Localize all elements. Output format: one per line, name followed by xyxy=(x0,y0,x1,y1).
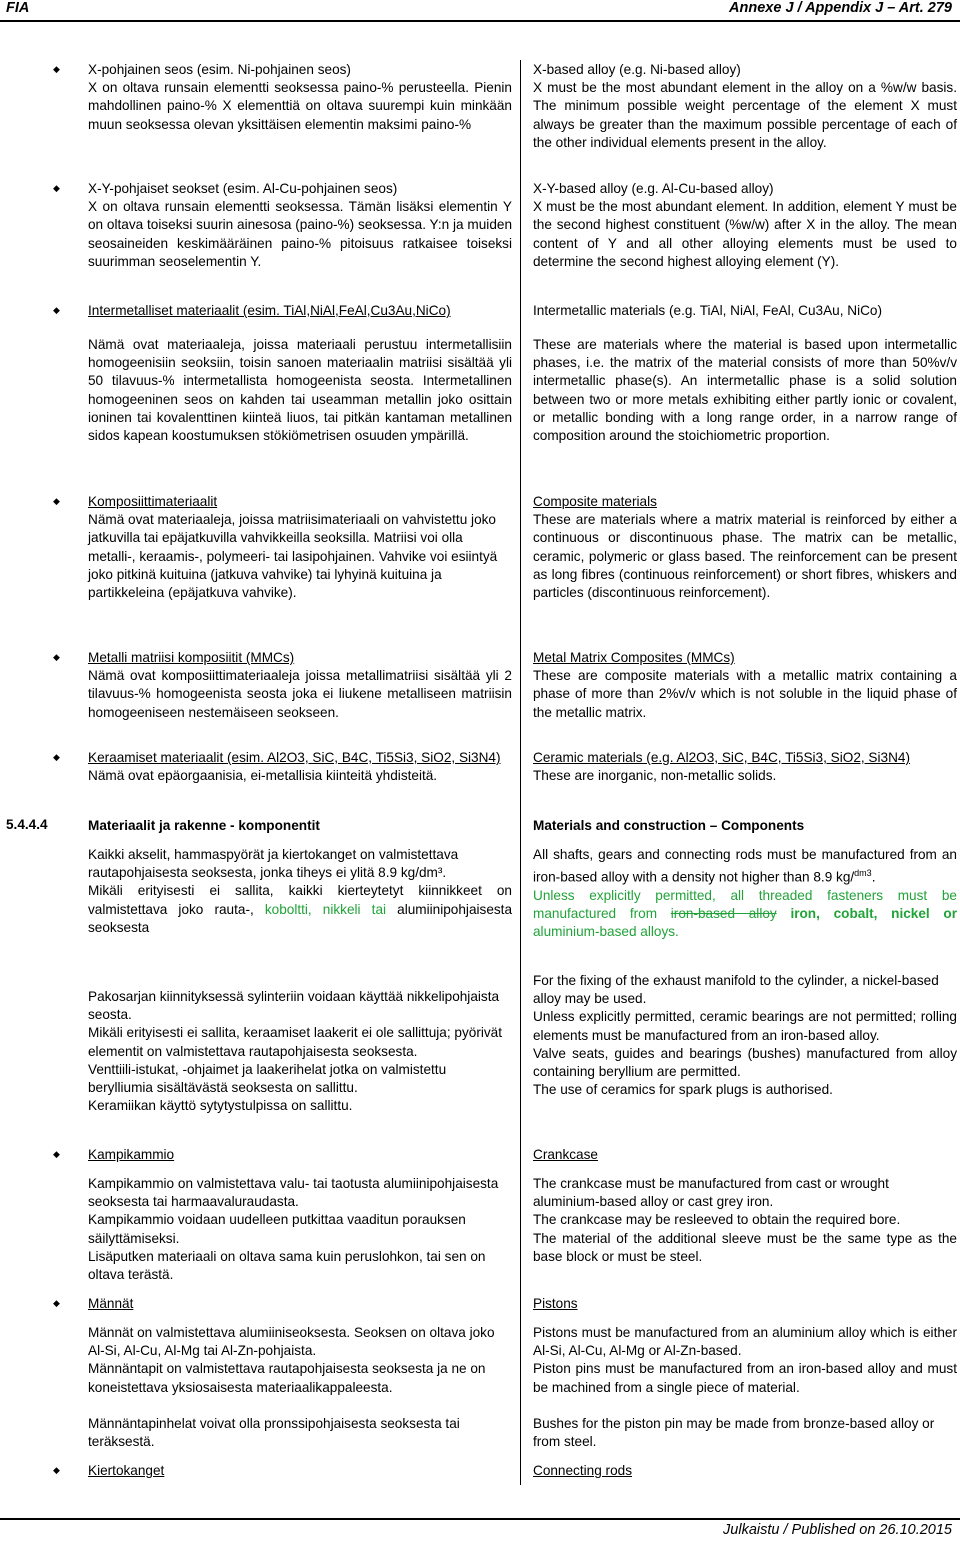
en-p1b: . xyxy=(871,869,876,885)
en-mmc-block xyxy=(533,649,957,722)
fi-mmc-text: Nämä ovat komposiittimateriaaleja joissa metallimatriisi sisältää yli 2 tilavuus-% homogeenista seosta joka ei liukene metalliseen matriisin homogeeniseen nestemäiseen seokseen. xyxy=(88,668,512,720)
en-crank-title-block xyxy=(533,1146,957,1164)
fi-p6: Keramiikan käyttö sytytystulpissa on sallittu. xyxy=(88,1098,353,1114)
fi-xy-block xyxy=(88,180,512,271)
en-comp-title: Composite materials xyxy=(533,494,657,509)
en-xbased-title: X-based alloy (e.g. Ni-based alloy) xyxy=(533,62,741,77)
fi-crank-text2: Kampikammio voidaan uudelleen putkittaa vaaditun porauksen säilyttämiseksi. xyxy=(88,1212,466,1246)
en-xbased-block xyxy=(533,61,957,152)
fi-crank-text3: Lisäputken materiaali on oltava sama kuin peruslohkon, tai sen on oltava terästä. xyxy=(88,1248,486,1283)
en-p4: Unless explicitly permitted, ceramic bearings are not permitted; rolling elements must be manufactured from an iron-based alloy. xyxy=(533,1009,957,1043)
en-section-title: Materials and construction – Components xyxy=(533,818,805,833)
section-number: 5.4.4.4 xyxy=(6,817,48,832)
bullet-icon: ◆ xyxy=(53,752,60,762)
en-crank-title: Crankcase xyxy=(533,1147,598,1162)
fi-exhaust-block xyxy=(88,988,512,1115)
fi-comp-text: Nämä ovat materiaaleja, joissa matriisimateriaali on vahvistettu joko jatkuvilla tai epäjatkuvilla vahvikkeilla seoksilla. Matriisi voi olla metalli-, keraamis-, polymeeri- tai lasipohjainen. Vahvike voi esiintyä joko pitkinä kuituina (jatkuva vahvike) tai lyhyinä kuituina ja partikkeleina (epäjatkuva vahvike). xyxy=(88,512,498,601)
en-mmc-text: These are composite materials with a metallic matrix containing a phase of more than 2%v/v which is not soluble in the liquid phase of the metallic matrix. xyxy=(533,668,957,720)
en-rods-title-block xyxy=(533,1462,957,1480)
en-components-block xyxy=(533,846,957,942)
en-crank-text1: The crankcase must be manufactured from cast or wrought aluminium-based alloy or cast grey iron. xyxy=(533,1176,889,1210)
fi-pist-text2: Männäntapit on valmistettava rautapohjaisesta seoksesta ja ne on koneistettava yksiosaisesta materiaalikappaleesta. xyxy=(88,1361,486,1395)
en-exhaust-block xyxy=(533,972,957,1099)
en-crank-text2: The crankcase may be resleeved to obtain the required bore. xyxy=(533,1212,901,1228)
fi-crank-title: Kampikammio xyxy=(88,1147,175,1162)
fi-xy-title: X-Y-pohjaiset seokset (esim. Al-Cu-pohjainen seos) xyxy=(88,181,398,196)
column-divider xyxy=(520,60,521,1485)
fi-inter-title-block xyxy=(88,302,512,320)
fi-p2b: koboltti, nikkeli tai xyxy=(264,901,387,917)
en-p6: The use of ceramics for spark plugs is authorised. xyxy=(533,1082,833,1098)
footer-published: Julkaistu / Published on 26.10.2015 xyxy=(723,1522,952,1538)
bullet-icon: ◆ xyxy=(53,652,60,662)
en-pist-title: Pistons xyxy=(533,1296,578,1311)
en-p2c: aluminium-based alloys. xyxy=(533,924,679,940)
en-rods-title: Connecting rods xyxy=(533,1463,632,1478)
bullet-icon: ◆ xyxy=(53,64,60,74)
fi-xbased-title: X-pohjainen seos (esim. Ni-pohjainen seos) xyxy=(88,62,351,77)
fi-cer-text: Nämä ovat epäorgaanisia, ei-metallisia kiinteitä yhdisteitä. xyxy=(88,768,438,784)
en-xy-block xyxy=(533,180,957,271)
en-comp-block xyxy=(533,493,957,602)
en-pist-block xyxy=(533,1324,957,1397)
fi-xbased-text: X on oltava runsain elementti seoksessa paino-% perusteella. Pienin mahdollinen paino-% X elementtiä on oltava suurempi kuin minkään muun seoksessa olevan yksittäisen elementin maksimi paino-% xyxy=(88,80,512,132)
en-xy-title: X-Y-based alloy (e.g. Al-Cu-based alloy) xyxy=(533,181,774,196)
bullet-icon: ◆ xyxy=(53,1149,60,1159)
en-p3: For the fixing of the exhaust manifold to the cylinder, a nickel-based alloy may be used. xyxy=(533,973,939,1007)
en-xbased-text: X must be the most abundant element in the alloy on a %w/w basis. The minimum possible weight percentage of the element X must always be greater than the maximum possible percentage of each of the other individual elements present in the alloy. xyxy=(533,80,957,150)
en-p2b: iron, cobalt, nickel or xyxy=(790,906,958,922)
bullet-icon: ◆ xyxy=(53,1298,60,1308)
en-p2-strike: iron-based alloy xyxy=(670,906,777,922)
en-inter-text: These are materials where the material is based upon intermetallic phases, i.e. the matrix of the material consists of more than 50%v/v intermetallic phase(s). An intermetallic phase is a solid solution between two or more metals exhibiting either partly ionic or covalent, or metallic bonding with a long range order, in a narrow range of composition around the stoichiometric proportion. xyxy=(533,337,957,444)
bullet-icon: ◆ xyxy=(53,1465,60,1475)
en-pist-text1: Pistons must be manufactured from an aluminium alloy which is either Al-Si, Al-Cu, Al-Mg or Al-Zn-based. xyxy=(533,1325,957,1359)
en-cer-block xyxy=(533,749,957,785)
en-inter-title: Intermetallic materials (e.g. TiAl, NiAl, FeAl, Cu3Au, NiCo) xyxy=(533,303,883,318)
header-right: Annexe J / Appendix J – Art. 279 xyxy=(729,0,952,16)
fi-inter-title: Intermetalliset materiaalit (esim. TiAl,NiAl,FeAl,Cu3Au,NiCo) xyxy=(88,303,451,318)
fi-p3: Pakosarjan kiinnityksessä sylinteriin voidaan käyttää nikkelipohjaista seosta. xyxy=(88,989,500,1023)
bullet-icon: ◆ xyxy=(53,305,60,315)
header-divider xyxy=(0,20,960,22)
fi-pist-title: Männät xyxy=(88,1296,134,1311)
fi-pist-text3: Männäntapinhelat voivat olla pronssipohjaisesta seoksesta tai teräksestä. xyxy=(88,1416,460,1450)
en-crank-block xyxy=(533,1175,957,1266)
fi-cer-title: Keraamiset materiaalit (esim. Al2O3, SiC, B4C, Ti5Si3, SiO2, Si3N4) xyxy=(88,750,501,765)
fi-comp-block xyxy=(88,493,512,602)
en-cer-text: These are inorganic, non-metallic solids. xyxy=(533,768,777,784)
fi-crank-block xyxy=(88,1175,512,1284)
fi-section-title: Materiaalit ja rakenne - komponentit xyxy=(88,818,320,833)
fi-components-block xyxy=(88,846,512,937)
fi-xbased-block xyxy=(88,61,512,134)
fi-p2c: alumiinipohjaisesta seoksesta xyxy=(88,901,513,935)
fi-crank-text1: Kampikammio on valmistettava valu- tai taotusta alumiinipohjaisesta seoksesta tai harmaavaluraudasta. xyxy=(88,1176,499,1210)
fi-rods-title-block xyxy=(88,1462,512,1480)
fi-p2a: Mikäli erityisesti ei sallita, kaikki kierteytetyt kiinnikkeet on valmistettava joko rauta-, xyxy=(88,883,512,917)
fi-p4: Mikäli erityisesti ei sallita, keraamiset laakerit ei ole sallittuja; pyörivät elementit on valmistettava rautapohjaisesta seoksesta. xyxy=(88,1025,503,1059)
fi-pist-title-block xyxy=(88,1295,512,1313)
en-pist-title-block xyxy=(533,1295,957,1313)
fi-pist-block xyxy=(88,1324,512,1397)
fi-xy-text: X on oltava runsain elementti seoksessa. Tämän lisäksi elementin Y on oltava toiseksi suurin ainesosa (paino-%) seoksessa. Y:n ja muiden seosaineiden keskimääräinen paino-% pitoisuus ratkaisee toiseksi suurimman seoselementin Y. xyxy=(88,199,512,269)
en-xy-text: X must be the most abundant element. In addition, element Y must be the second highest constituent (%w/w) after X in the alloy. The mean content of Y and all other alloying elements must be used to determine the second highest alloying element (Y). xyxy=(533,199,957,269)
en-pist-text3: Bushes for the piston pin may be made from bronze-based alloy or from steel. xyxy=(533,1416,935,1450)
fi-cer-block xyxy=(88,749,512,785)
en-p2a: Unless explicitly permitted, all threaded fasteners must be manufactured from xyxy=(533,887,957,922)
fi-p5: Venttiili-istukat, -ohjaimet ja laakerihelat jotka on valmistettu berylliumia sisältävästä seoksesta on sallittu. xyxy=(88,1061,447,1096)
en-p1a: All shafts, gears and connecting rods must be manufactured from an iron-based alloy with a density not higher than 8.9 kg/ xyxy=(533,847,957,885)
bullet-icon: ◆ xyxy=(53,496,60,506)
header-left: FIA xyxy=(6,0,30,16)
en-comp-text: These are materials where a matrix material is reinforced by either a continuous or discontinuous phase. The matrix can be metallic, ceramic, polymeric or glass based. The reinforcement can be present as long fibres (continuous reinforcement) or short fibres, whiskers and particles (discontinuous reinforcement). xyxy=(533,512,957,601)
fi-pist-text1: Männät on valmistettava alumiiniseoksesta. Seoksen on oltava joko Al-Si, Al-Cu, Al-Mg tai Al-Zn-pohjaista. xyxy=(88,1325,495,1359)
bullet-icon: ◆ xyxy=(53,183,60,193)
en-p5: Valve seats, guides and bearings (bushes) manufactured from alloy containing beryllium are permitted. xyxy=(533,1045,957,1080)
fi-rods-title: Kiertokanget xyxy=(88,1463,165,1478)
fi-p1: Kaikki akselit, hammaspyörät ja kiertokanget on valmistettava rautapohjaisesta seoksesta, jonka tiheys ei ylitä 8.9 kg/dm³. xyxy=(88,847,459,881)
footer-divider xyxy=(0,1518,960,1520)
fi-crank-title-block xyxy=(88,1146,512,1164)
en-cer-title: Ceramic materials (e.g. Al2O3, SiC, B4C, Ti5Si3, SiO2, Si3N4) xyxy=(533,750,910,765)
fi-mmc-block xyxy=(88,649,512,722)
en-p1-sup: dm3 xyxy=(854,868,872,879)
fi-inter-text: Nämä ovat materiaaleja, joissa materiaali perustuu intermetallisiin homogeenisiin seoksiin, toisin sanoen materiaalin matriisi sisältää yli 50 tilavuus-% intermetallista homogeenista seosta. Intermetallinen homogeeninen seos on kahden tai useamman metallin joko osittain ioninen tai kovalenttinen kiinteä liuos, tai pitkän kantaman metallinen sidos kapean koostumuksen stökiömetrisen osuuden ympärillä. xyxy=(88,337,512,444)
fi-comp-title: Komposiittimateriaalit xyxy=(88,494,218,509)
en-crank-text3: The material of the additional sleeve must be the same type as the base block or must be steel. xyxy=(533,1230,957,1264)
en-pist-text2: Piston pins must be manufactured from an iron-based alloy and must be machined from a single piece of material. xyxy=(533,1361,957,1395)
fi-mmc-title: Metalli matriisi komposiitit (MMCs) xyxy=(88,650,295,665)
en-mmc-title: Metal Matrix Composites (MMCs) xyxy=(533,650,735,665)
